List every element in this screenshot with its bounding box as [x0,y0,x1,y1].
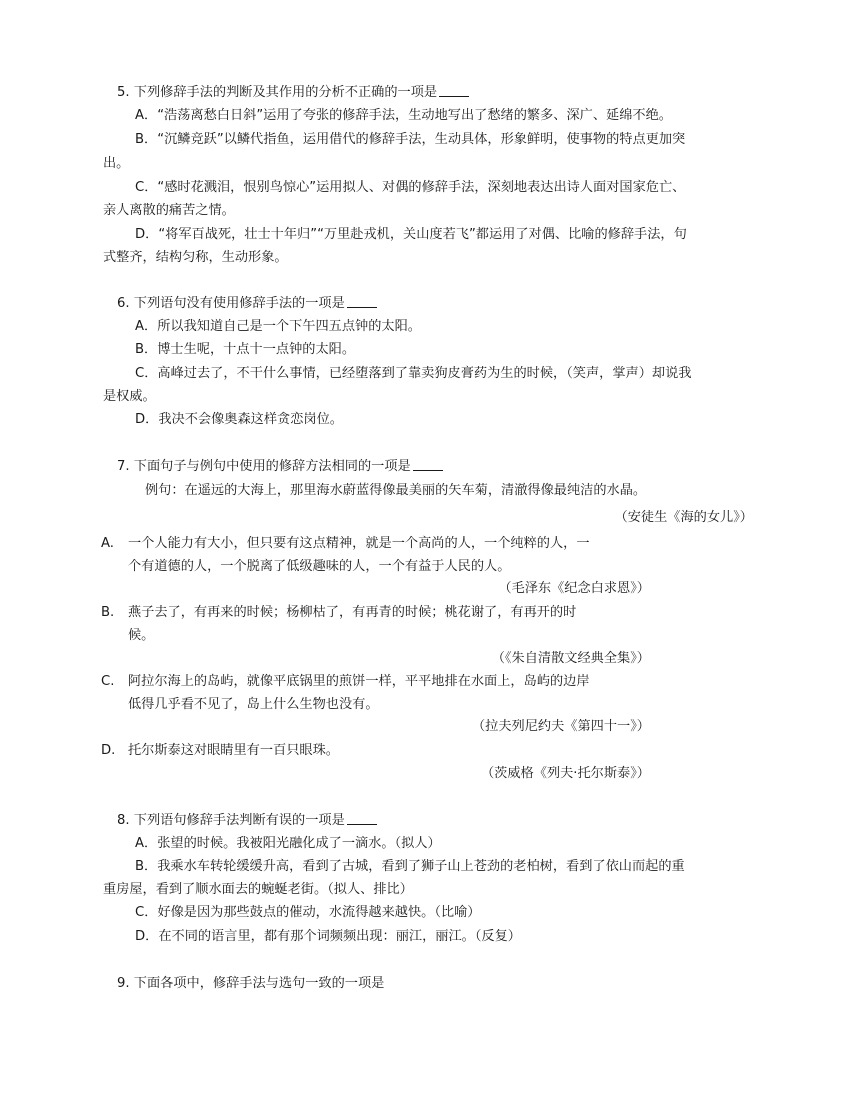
q7-option-d-letter: D. [101,743,116,758]
q6-option-d: D．我决不会像奥森这样贪恋岗位。 [135,412,343,427]
q8-stem: 8. 下列语句修辞手法判断有误的一项是 [117,810,377,832]
answer-blank [347,293,377,308]
q8-option-b-cont: 重房屋，看到了顺水面去的蜿蜒老街。（拟人、排比） [103,882,413,897]
q7-option-a-cont: 个有道德的人，一个脱离了低级趣味的人，一个有益于人民的人。 [128,559,511,574]
q7-option-a-source: （毛泽东《纪念白求恩》） [498,581,650,596]
q7-option-b: 燕子去了，有再来的时候；杨柳枯了，有再青的时候；桃花谢了，有再开的时 [128,605,577,620]
q7-example-source: （安徒生《海的女儿》） [614,510,753,525]
q5-option-d: D．“将军百战死，壮士十年归”“万里赴戎机，关山度若飞”都运用了对偶、比喻的修辞手法，句 [135,227,687,242]
q7-example: 例句：在遥远的大海上，那里海水蔚蓝得像最美丽的矢车菊，清澈得像最纯洁的水晶。 [145,483,647,498]
q7-option-c: 阿拉尔海上的岛屿，就像平底锅里的煎饼一样，平平地排在水面上，岛屿的边岸 [128,674,590,689]
q6-option-c: C．高峰过去了，不干什么事情，已经堕落到了靠卖狗皮膏药为生的时候，（笑声，掌声）却说我 [135,366,692,381]
q7-option-a: 一个人能力有大小，但只要有这点精神，就是一个高尚的人，一个纯粹的人，一 [128,536,590,551]
q6-option-c-cont: 是权威。 [103,389,156,404]
answer-blank [439,82,469,97]
answer-blank [347,810,377,825]
q5-option-c: C．“感时花溅泪，恨别鸟惊心”运用拟人、对偶的修辞手法，深刻地表达出诗人面对国家危亡、 [135,180,686,195]
q7-stem: 7. 下面句子与例句中使用的修辞方法相同的一项是 [117,456,443,478]
q5-option-a: A．“浩荡离愁白日斜”运用了夸张的修辞手法，生动地写出了愁绪的繁多、深广、延绵不绝。 [135,108,672,123]
q9-stem: 9. 下面各项中，修辞手法与选句一致的一项是 [117,976,385,991]
q8-option-b: B．我乘水车转轮缓缓升高，看到了古城，看到了狮子山上苍劲的老柏树，看到了依山而起的重 [135,859,685,874]
q5-option-c-cont: 亲人离散的痛苦之情。 [103,203,235,218]
q7-option-c-letter: C. [101,674,115,689]
q5-option-b-cont: 出。 [103,156,130,171]
q5-option-d-cont: 式整齐，结构匀称，生动形象。 [103,250,288,265]
q6-stem: 6. 下列语句没有使用修辞手法的一项是 [117,293,377,315]
q7-option-c-source: （拉夫列尼约夫《第四十一》） [471,719,650,734]
q7-option-b-cont: 候。 [128,628,155,643]
q7-option-b-letter: B. [101,605,115,620]
q6-option-b: B．博士生呢，十点十一点钟的太阳。 [135,342,356,357]
q7-option-d: 托尔斯泰这对眼睛里有一百只眼珠。 [128,743,339,758]
q7-option-c-cont: 低得几乎看不见了，岛上什么生物也没有。 [128,697,379,712]
q7-option-d-source: （茨威格《列夫·托尔斯泰》） [480,766,650,781]
answer-blank [413,456,443,471]
q8-option-a: A．张望的时候。我被阳光融化成了一滴水。（拟人） [135,836,441,851]
q8-option-c: C．好像是因为那些鼓点的催动，水流得越来越快。（比喻） [135,905,481,920]
q5-stem: 5. 下列修辞手法的判断及其作用的分析不正确的一项是 [117,82,469,104]
q7-option-a-letter: A. [101,536,114,551]
q7-option-b-source: （《朱自清散文经典全集》） [491,651,650,666]
q6-option-a: A．所以我知道自己是一个下午四五点钟的太阳。 [135,319,421,334]
q5-option-b: B．“沉鳞竞跃”以鳞代指鱼，运用借代的修辞手法，生动具体，形象鲜明，使事物的特点更加突 [135,132,686,147]
q8-option-d: D．在不同的语言里，都有那个词频频出现：丽江，丽江。（反复） [135,929,521,944]
